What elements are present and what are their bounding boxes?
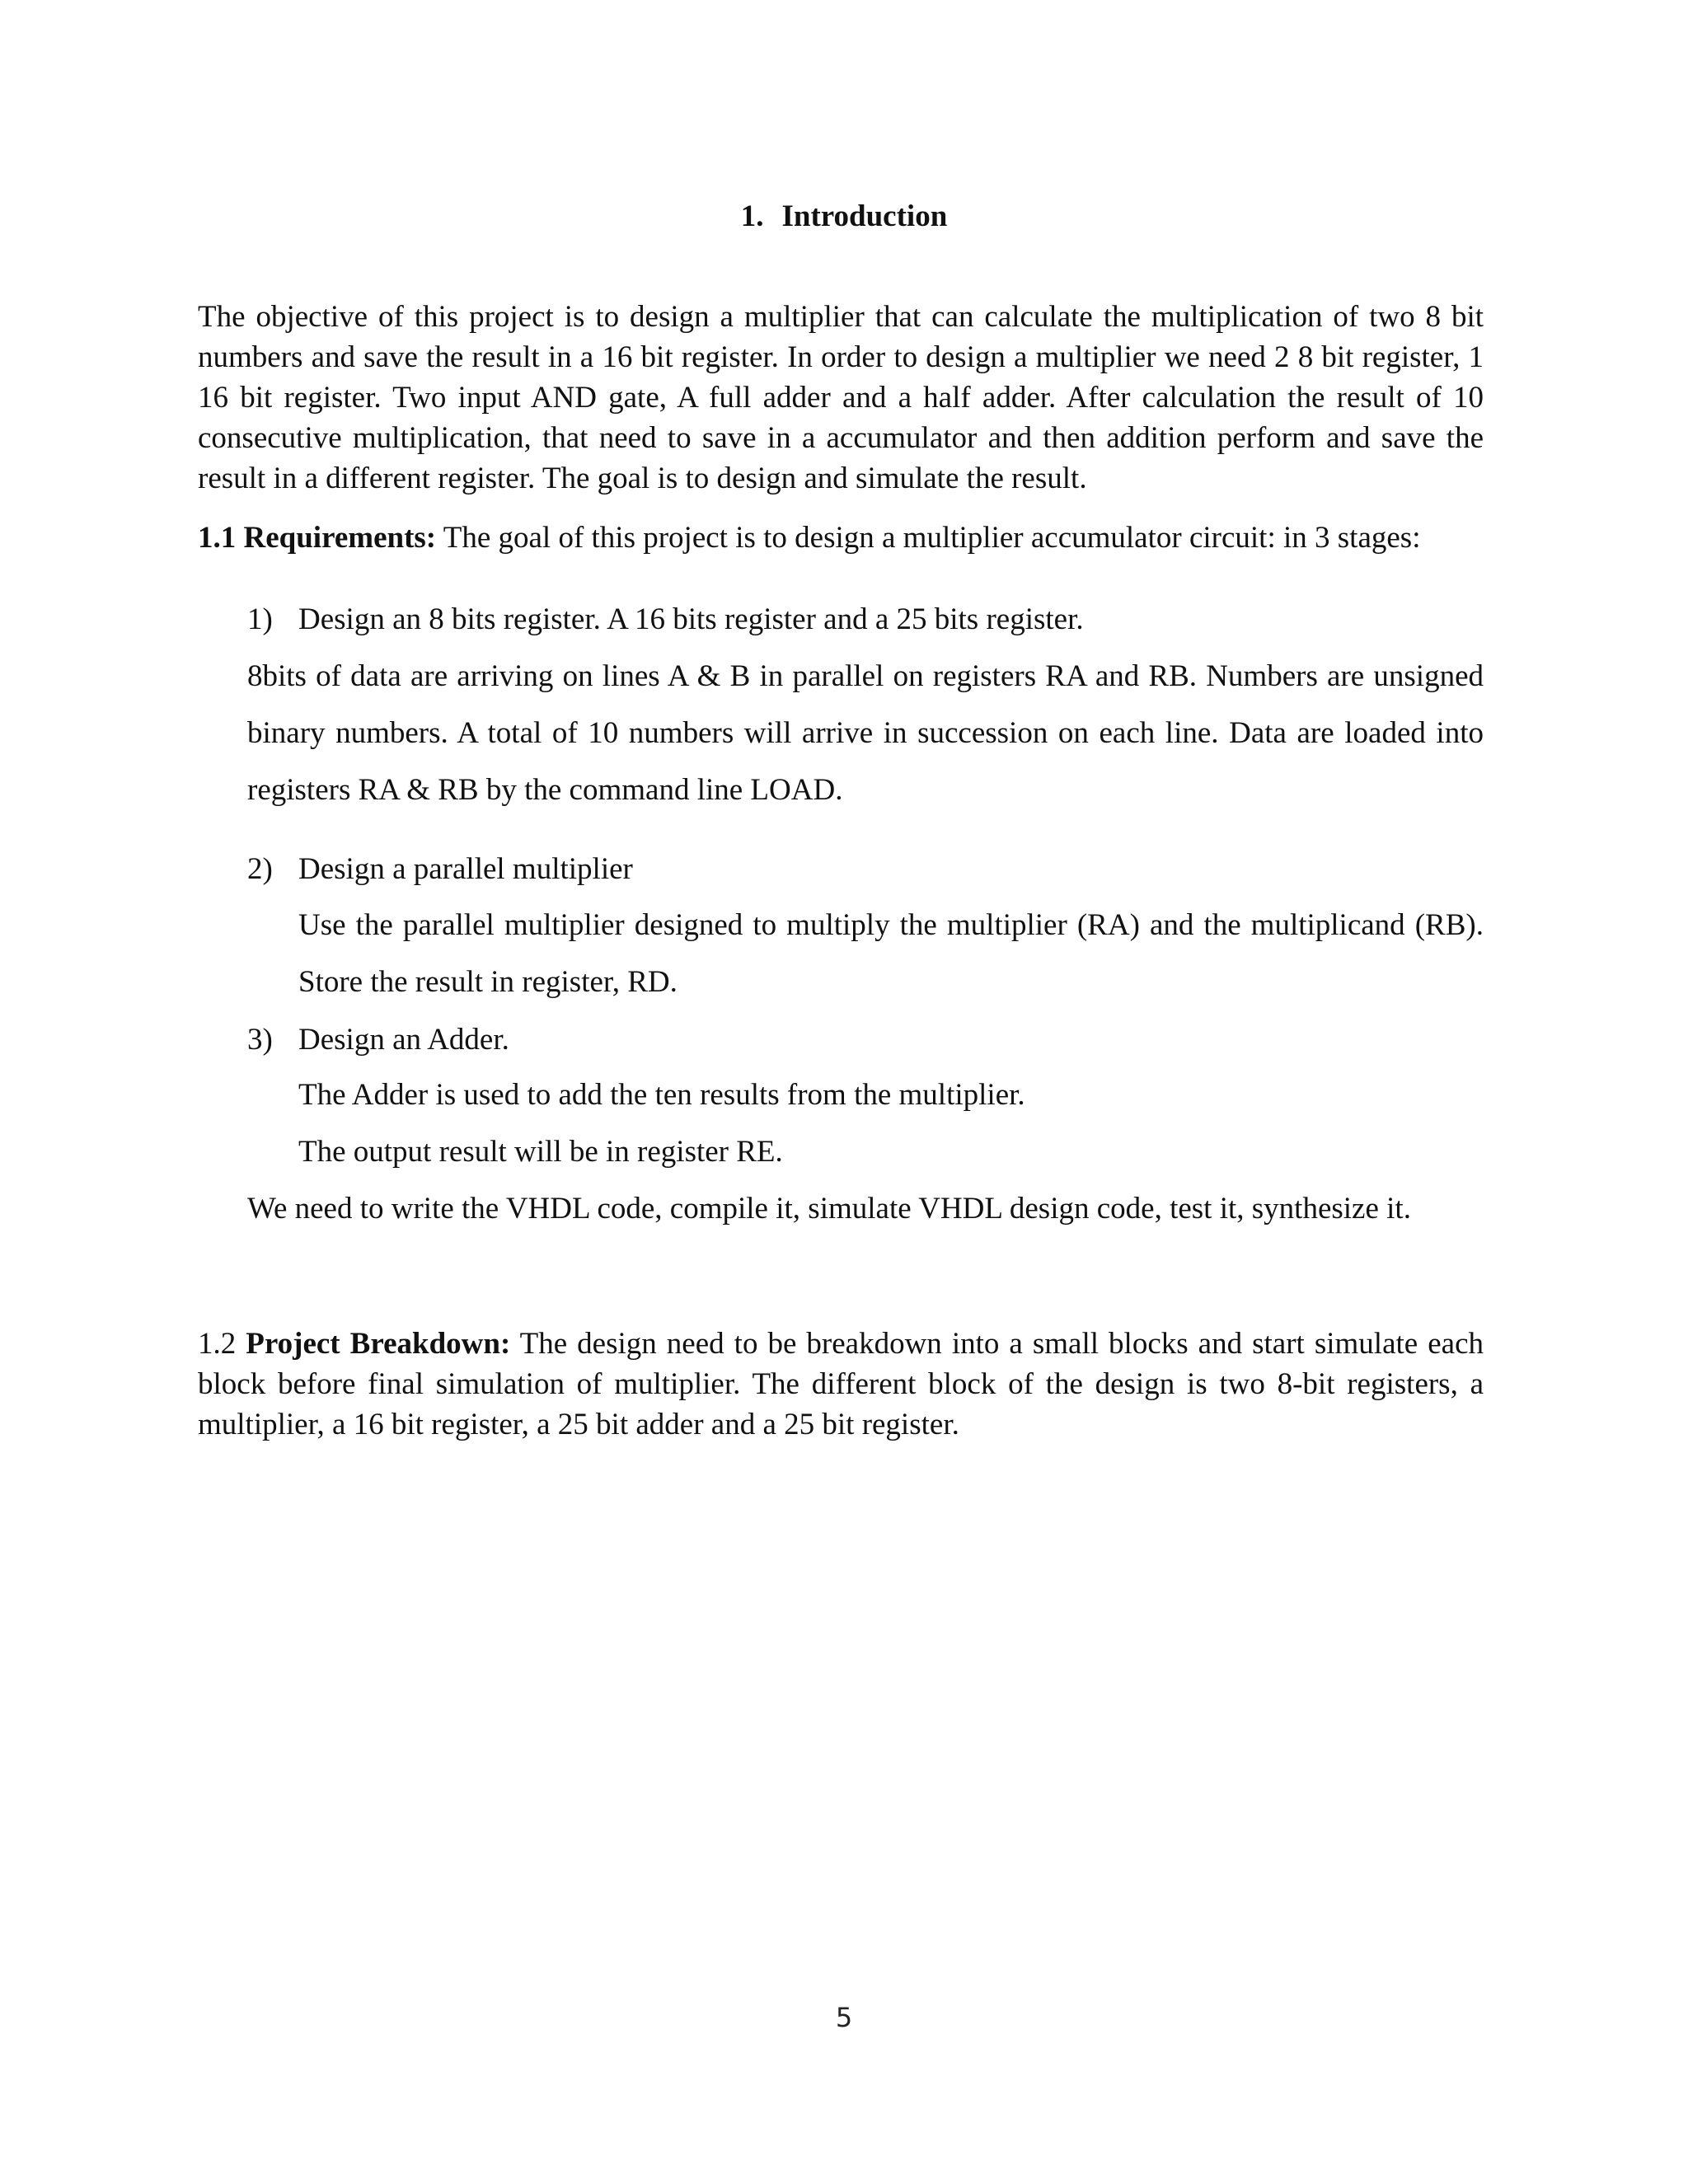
requirements-closing: We need to write the VHDL code, compile it, simulate VHDL design code, test it, synthesize it.	[247, 1192, 1411, 1226]
requirements-label: 1.1 Requirements:	[198, 521, 437, 555]
section-title: Introduction	[781, 199, 948, 233]
requirement-item-3-body-1: The Adder is used to add the ten results from the multiplier.	[298, 1078, 1025, 1112]
page-number: 5	[835, 2002, 853, 2033]
item-number: 1)	[247, 602, 273, 636]
breakdown-label: Project Breakdown:	[246, 1327, 511, 1361]
requirement-item-2	[247, 849, 1484, 890]
breakdown-prefix: 1.2	[198, 1327, 237, 1361]
item-number: 3)	[247, 1023, 273, 1057]
intro-paragraph: The objective of this project is to design a multiplier that can calculate the multiplication of two 8 bit numbers and save the result in a 16 bit register. In order to design a multiplier we need 2 8 bit register, 1 16 bit register. Two input AND gate, A full adder and a half adder. After calculation the result of 10 consecutive multiplication, that need to save in a accumulator and then addition perform and save the result in a different register. The goal is to design and simulate the result.	[198, 300, 1484, 495]
section-number: 1.	[740, 199, 764, 233]
requirement-item-3	[247, 1019, 1484, 1061]
breakdown-text: The design need to be breakdown into a small blocks and start simulate each block before final simulation of multiplier. The different block of the design is two 8-bit registers, a multiplier, a 16 bit register, a 25 bit adder and a 25 bit register.	[198, 1327, 1484, 1441]
breakdown-paragraph	[198, 1324, 1484, 1445]
requirement-item-2-body: Use the parallel multiplier designed to multiply the multiplier (RA) and the multiplicand (RB). Store the result in register, RD.	[298, 908, 1484, 999]
requirement-item-1	[247, 599, 1484, 640]
item-title: Design an Adder.	[298, 1023, 509, 1057]
requirement-item-1-body: 8bits of data are arriving on lines A & B in parallel on registers RA and RB. Numbers are unsigned binary numbers. A total of 10 numbers will arrive in succession on each line. Data are loaded into registers RA & RB by the command line LOAD.	[247, 659, 1484, 807]
requirements-paragraph	[198, 518, 1484, 558]
requirement-item-3-body-2: The output result will be in register RE.	[298, 1135, 783, 1169]
section-heading	[0, 196, 1688, 237]
item-title: Design an 8 bits register. A 16 bits register and a 25 bits register.	[298, 602, 1084, 636]
item-number: 2)	[247, 852, 273, 886]
item-title: Design a parallel multiplier	[298, 852, 633, 886]
requirements-text: The goal of this project is to design a multiplier accumulator circuit: in 3 stages:	[443, 521, 1421, 555]
